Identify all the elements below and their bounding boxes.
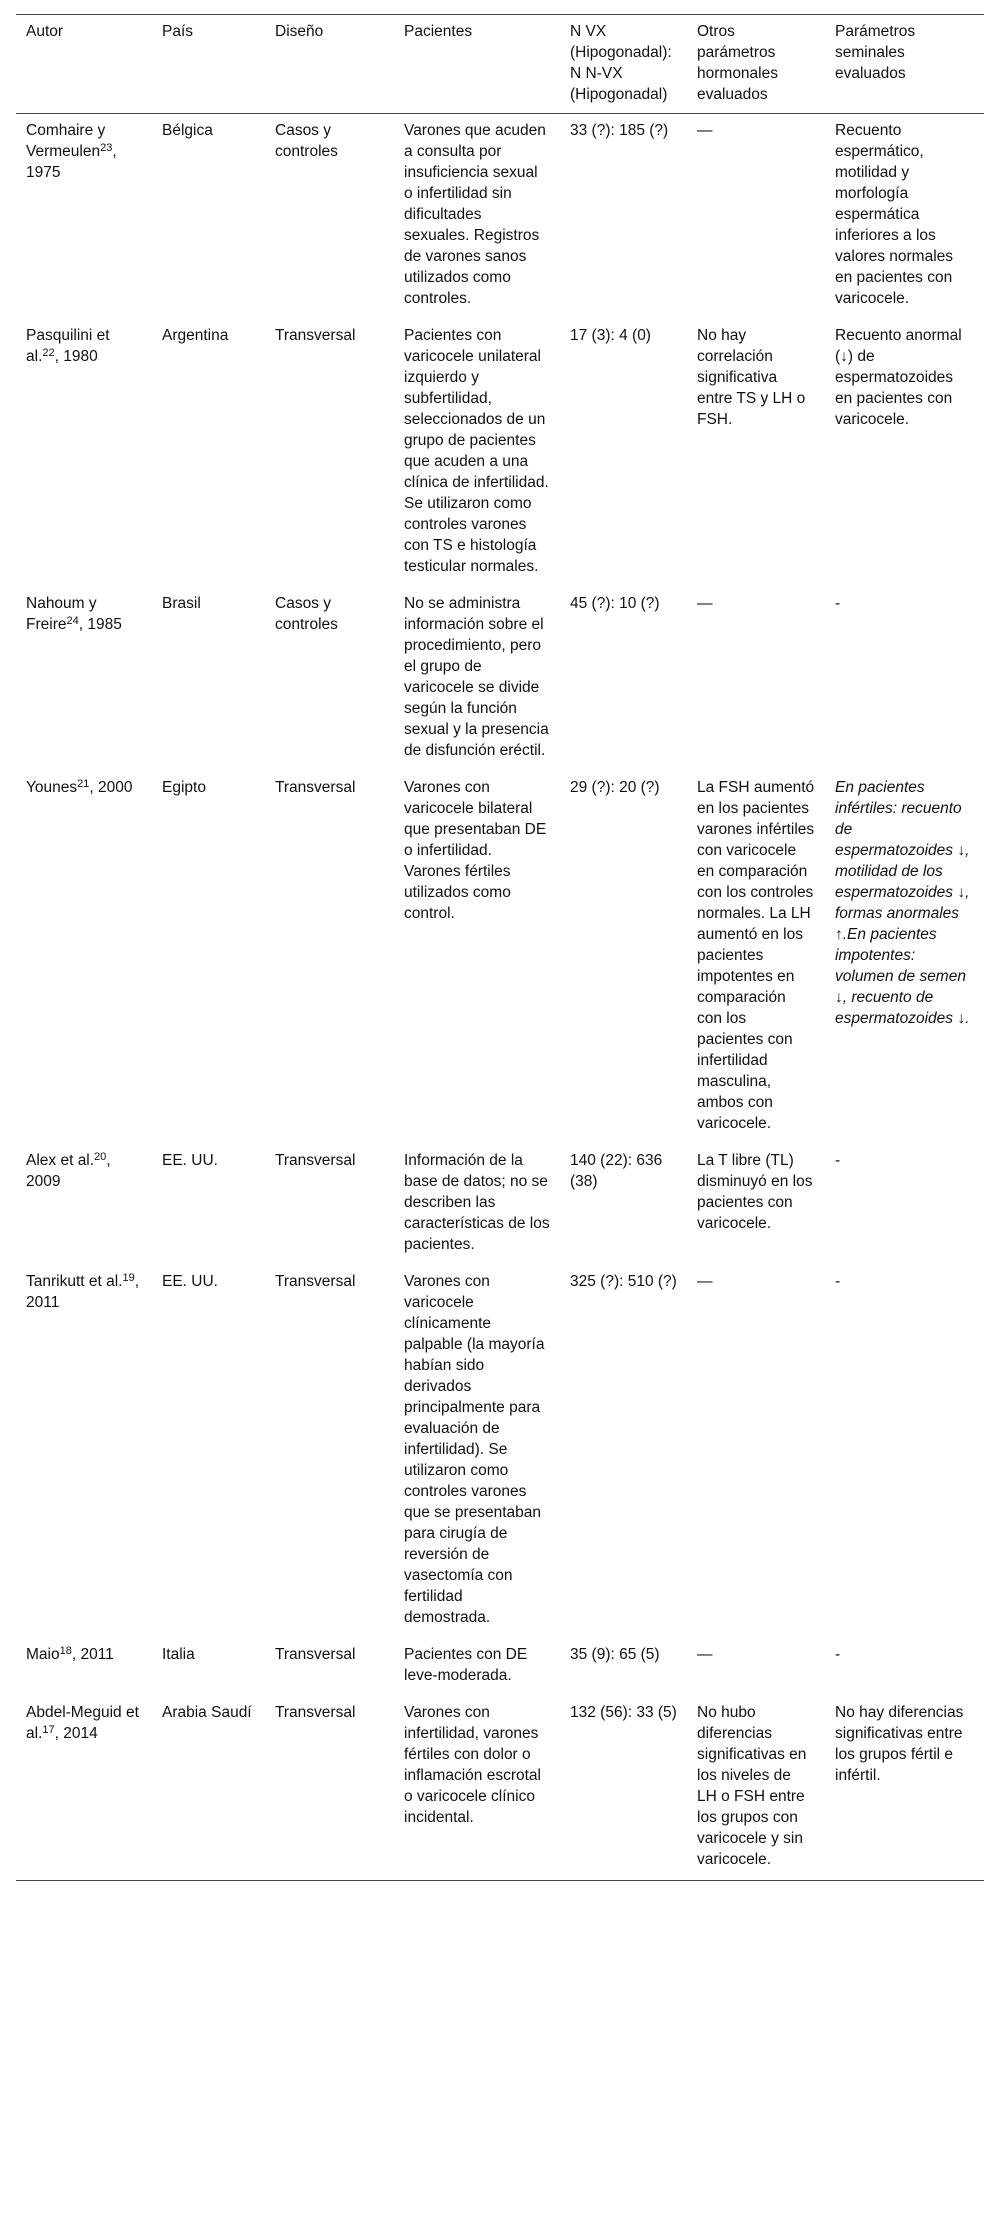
cell-n-counts: 140 (22): 636 (38) bbox=[570, 1152, 663, 1190]
cell-author bbox=[16, 587, 152, 771]
cell-patients: Información de la base de datos; no se describen las características de los pacientes. bbox=[404, 1152, 550, 1253]
cell-patients: No se administra información sobre el procedimiento, pero el grupo de varicocele se divide según la función sexual y la presencia de disfunción eréctil. bbox=[404, 595, 549, 759]
cell-design: Casos y controles bbox=[275, 595, 338, 633]
cell-design: Transversal bbox=[275, 1273, 356, 1290]
cell-design: Transversal bbox=[275, 1646, 356, 1663]
cell-design: Casos y controles bbox=[275, 122, 338, 160]
cell-country: Bélgica bbox=[162, 122, 213, 139]
cell-author bbox=[16, 1144, 152, 1265]
cell-author bbox=[16, 319, 152, 587]
studies-table bbox=[16, 14, 984, 1881]
table-row bbox=[16, 319, 984, 587]
cell-patients: Pacientes con DE leve-moderada. bbox=[404, 1646, 528, 1684]
cell-patients: Varones con varicocele bilateral que presentaban DE o infertilidad. Varones fértiles utilizados como control. bbox=[404, 779, 547, 922]
author-name: Tanrikutt et al. bbox=[26, 1273, 123, 1290]
author-name: Nahoum y Freire bbox=[26, 595, 97, 633]
cell-other-hormones: — bbox=[697, 1273, 713, 1290]
cell-n-counts: 17 (3): 4 (0) bbox=[570, 327, 651, 344]
cell-country: Argentina bbox=[162, 327, 229, 344]
header-other-hormones: Otros parámetros hormonales evaluados bbox=[697, 23, 778, 103]
cell-semen-params: Recuento anormal (↓) de espermatozoides en pacientes con varicocele. bbox=[835, 327, 962, 428]
author-name: Pasquilini et al. bbox=[26, 327, 110, 365]
reference-number: 20 bbox=[94, 1151, 107, 1163]
cell-semen-params: No hay diferencias significativas entre los grupos fértil e infértil. bbox=[835, 1704, 964, 1784]
cell-other-hormones: No hay correlación significativa entre TS y LH o FSH. bbox=[697, 327, 806, 428]
author-year: , 2011 bbox=[26, 1273, 140, 1311]
cell-country: EE. UU. bbox=[162, 1152, 218, 1169]
cell-other-hormones: La FSH aumentó en los pacientes varones infértiles con varicocele en comparación con los controles normales. La LH aumentó en los pacientes impotentes en comparación con los pacientes con infertilidad masculina, ambos con varicocele. bbox=[697, 779, 815, 1132]
author-year: , 2000 bbox=[89, 779, 133, 796]
author-name: Comhaire y Vermeulen bbox=[26, 122, 106, 160]
header-author: Autor bbox=[26, 23, 64, 40]
author-year: , 2011 bbox=[71, 1646, 114, 1663]
cell-other-hormones: — bbox=[697, 595, 713, 612]
cell-design: Transversal bbox=[275, 327, 356, 344]
cell-design: Transversal bbox=[275, 1704, 356, 1721]
table-row bbox=[16, 1144, 984, 1265]
cell-design: Transversal bbox=[275, 1152, 356, 1169]
author-year: , 2009 bbox=[26, 1152, 111, 1190]
reference-number: 18 bbox=[59, 1645, 72, 1657]
cell-patients: Varones con varicocele clínicamente palpable (la mayoría habían sido derivados principalmente para evaluación de infertilidad). Se utilizaron como controles varones que se presentaban para cirugía de reversión de vasectomía con fertilidad demostrada. bbox=[404, 1273, 545, 1626]
cell-n-counts: 33 (?): 185 (?) bbox=[570, 122, 669, 139]
table-row bbox=[16, 114, 984, 320]
table-container bbox=[16, 14, 984, 1881]
author-year: , 1985 bbox=[78, 616, 122, 633]
cell-semen-params: En pacientes infértiles: recuento de espermatozoides ↓, motilidad de los espermatozoides ↓, formas anormales ↑.En pacientes impotentes: volumen de semen ↓, recuento de espermatozoides ↓. bbox=[835, 779, 970, 1027]
cell-author bbox=[16, 771, 152, 1144]
cell-country: EE. UU. bbox=[162, 1273, 218, 1290]
cell-author bbox=[16, 1638, 152, 1696]
header-n-counts: N VX (Hipogonadal): N N-VX (Hipogonadal) bbox=[570, 23, 672, 103]
cell-country: Brasil bbox=[162, 595, 201, 612]
cell-country: Egipto bbox=[162, 779, 206, 796]
cell-n-counts: 132 (56): 33 (5) bbox=[570, 1704, 677, 1721]
header-row bbox=[16, 15, 984, 114]
reference-number: 24 bbox=[66, 615, 79, 627]
cell-other-hormones: — bbox=[697, 1646, 713, 1663]
cell-n-counts: 45 (?): 10 (?) bbox=[570, 595, 660, 612]
cell-semen-params: - bbox=[835, 595, 841, 612]
reference-number: 23 bbox=[100, 142, 113, 154]
cell-n-counts: 325 (?): 510 (?) bbox=[570, 1273, 677, 1290]
cell-semen-params: Recuento espermático, motilidad y morfología espermática inferiores a los valores normales en pacientes con varicocele. bbox=[835, 122, 954, 307]
table-row bbox=[16, 1265, 984, 1638]
header-design: Diseño bbox=[275, 23, 324, 40]
reference-number: 19 bbox=[122, 1272, 135, 1284]
reference-number: 21 bbox=[77, 778, 90, 790]
cell-design: Transversal bbox=[275, 779, 356, 796]
author-year: , 2014 bbox=[54, 1725, 98, 1742]
table-row bbox=[16, 771, 984, 1144]
cell-other-hormones: — bbox=[697, 122, 713, 139]
cell-country: Italia bbox=[162, 1646, 195, 1663]
cell-patients: Varones con infertilidad, varones fértiles con dolor o inflamación escrotal o varicocele clínico incidental. bbox=[404, 1704, 541, 1826]
cell-semen-params: - bbox=[835, 1646, 841, 1663]
cell-semen-params: - bbox=[835, 1273, 841, 1290]
cell-patients: Pacientes con varicocele unilateral izquierdo y subfertilidad, seleccionados de un grupo de pacientes que acuden a una clínica de infertilidad. Se utilizaron como controles varones con TS e histología testicular normales. bbox=[404, 327, 549, 575]
author-name: Maio bbox=[26, 1646, 60, 1663]
table-row bbox=[16, 1696, 984, 1881]
author-year: , 1980 bbox=[54, 348, 98, 365]
header-patients: Pacientes bbox=[404, 23, 473, 40]
reference-number: 22 bbox=[42, 347, 55, 359]
cell-author bbox=[16, 1696, 152, 1881]
cell-patients: Varones que acuden a consulta por insuficiencia sexual o infertilidad sin dificultades sexuales. Registros de varones sanos utilizados como controles. bbox=[404, 122, 546, 307]
table-row bbox=[16, 1638, 984, 1696]
table-header bbox=[16, 15, 984, 114]
author-name: Alex et al. bbox=[26, 1152, 95, 1169]
cell-other-hormones: La T libre (TL) disminuyó en los pacientes con varicocele. bbox=[697, 1152, 813, 1232]
table-body bbox=[16, 114, 984, 1881]
cell-other-hormones: No hubo diferencias significativas en los niveles de LH o FSH entre los grupos con varicocele y sin varicocele. bbox=[697, 1704, 807, 1868]
author-name: Abdel-Meguid et al. bbox=[26, 1704, 139, 1742]
cell-n-counts: 29 (?): 20 (?) bbox=[570, 779, 660, 796]
header-country: País bbox=[162, 23, 194, 40]
cell-n-counts: 35 (9): 65 (5) bbox=[570, 1646, 660, 1663]
cell-semen-params: - bbox=[835, 1152, 841, 1169]
reference-number: 17 bbox=[42, 1724, 55, 1736]
cell-author bbox=[16, 114, 152, 320]
header-semen-params: Parámetros seminales evaluados bbox=[835, 23, 916, 82]
author-name: Younes bbox=[26, 779, 78, 796]
cell-country: Arabia Saudí bbox=[162, 1704, 252, 1721]
table-row bbox=[16, 587, 984, 771]
author-year: , 1975 bbox=[26, 143, 117, 181]
cell-author bbox=[16, 1265, 152, 1638]
